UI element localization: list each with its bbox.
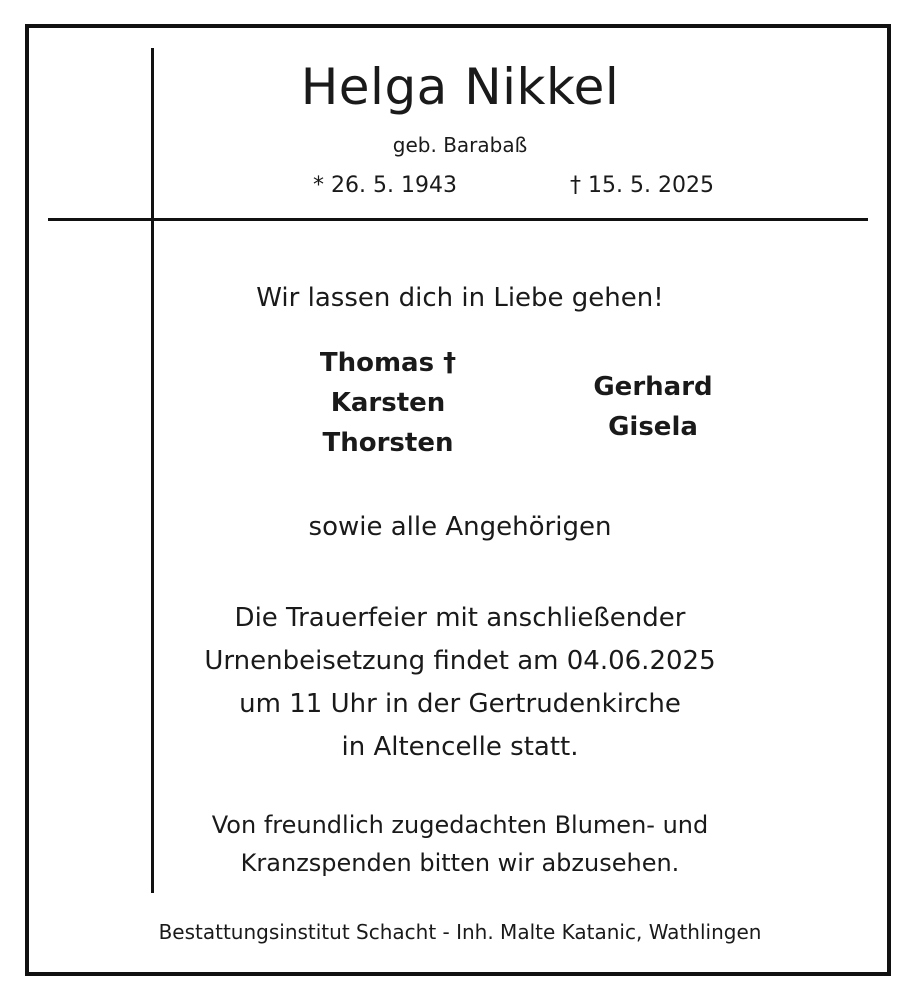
flowers-note-line: Kranzspenden bitten wir abzusehen.	[240, 849, 680, 877]
service-info	[0, 597, 920, 769]
family-name: Gerhard	[593, 372, 713, 402]
family-name: Gisela	[608, 412, 698, 442]
relatives-line: sowie alle Angehörigen	[308, 512, 612, 542]
family-names-right	[553, 367, 753, 447]
service-line: in Altencelle statt.	[341, 732, 579, 762]
death-date: † 15. 5. 2025	[570, 173, 714, 198]
farewell-motto: Wir lassen dich in Liebe gehen!	[256, 283, 664, 313]
family-name: Thomas †	[319, 348, 457, 378]
service-line: Urnenbeisetzung findet am 04.06.2025	[204, 646, 716, 676]
service-line: Die Trauerfeier mit anschließender	[234, 603, 686, 633]
birth-date: * 26. 5. 1943	[313, 173, 457, 198]
funeral-home-footer: Bestattungsinstitut Schacht - Inh. Malte Katanic, Wathlingen	[158, 920, 762, 944]
flowers-note	[0, 806, 920, 882]
birth-name: geb. Barabaß	[392, 133, 528, 157]
cross-horizontal-bar	[48, 218, 868, 221]
family-name: Thorsten	[322, 428, 454, 458]
deceased-name: Helga Nikkel	[300, 58, 620, 116]
flowers-note-line: Von freundlich zugedachten Blumen- und	[211, 811, 709, 839]
family-name: Karsten	[330, 388, 446, 418]
family-names-left	[288, 343, 488, 463]
service-line: um 11 Uhr in der Gertrudenkirche	[239, 689, 681, 719]
